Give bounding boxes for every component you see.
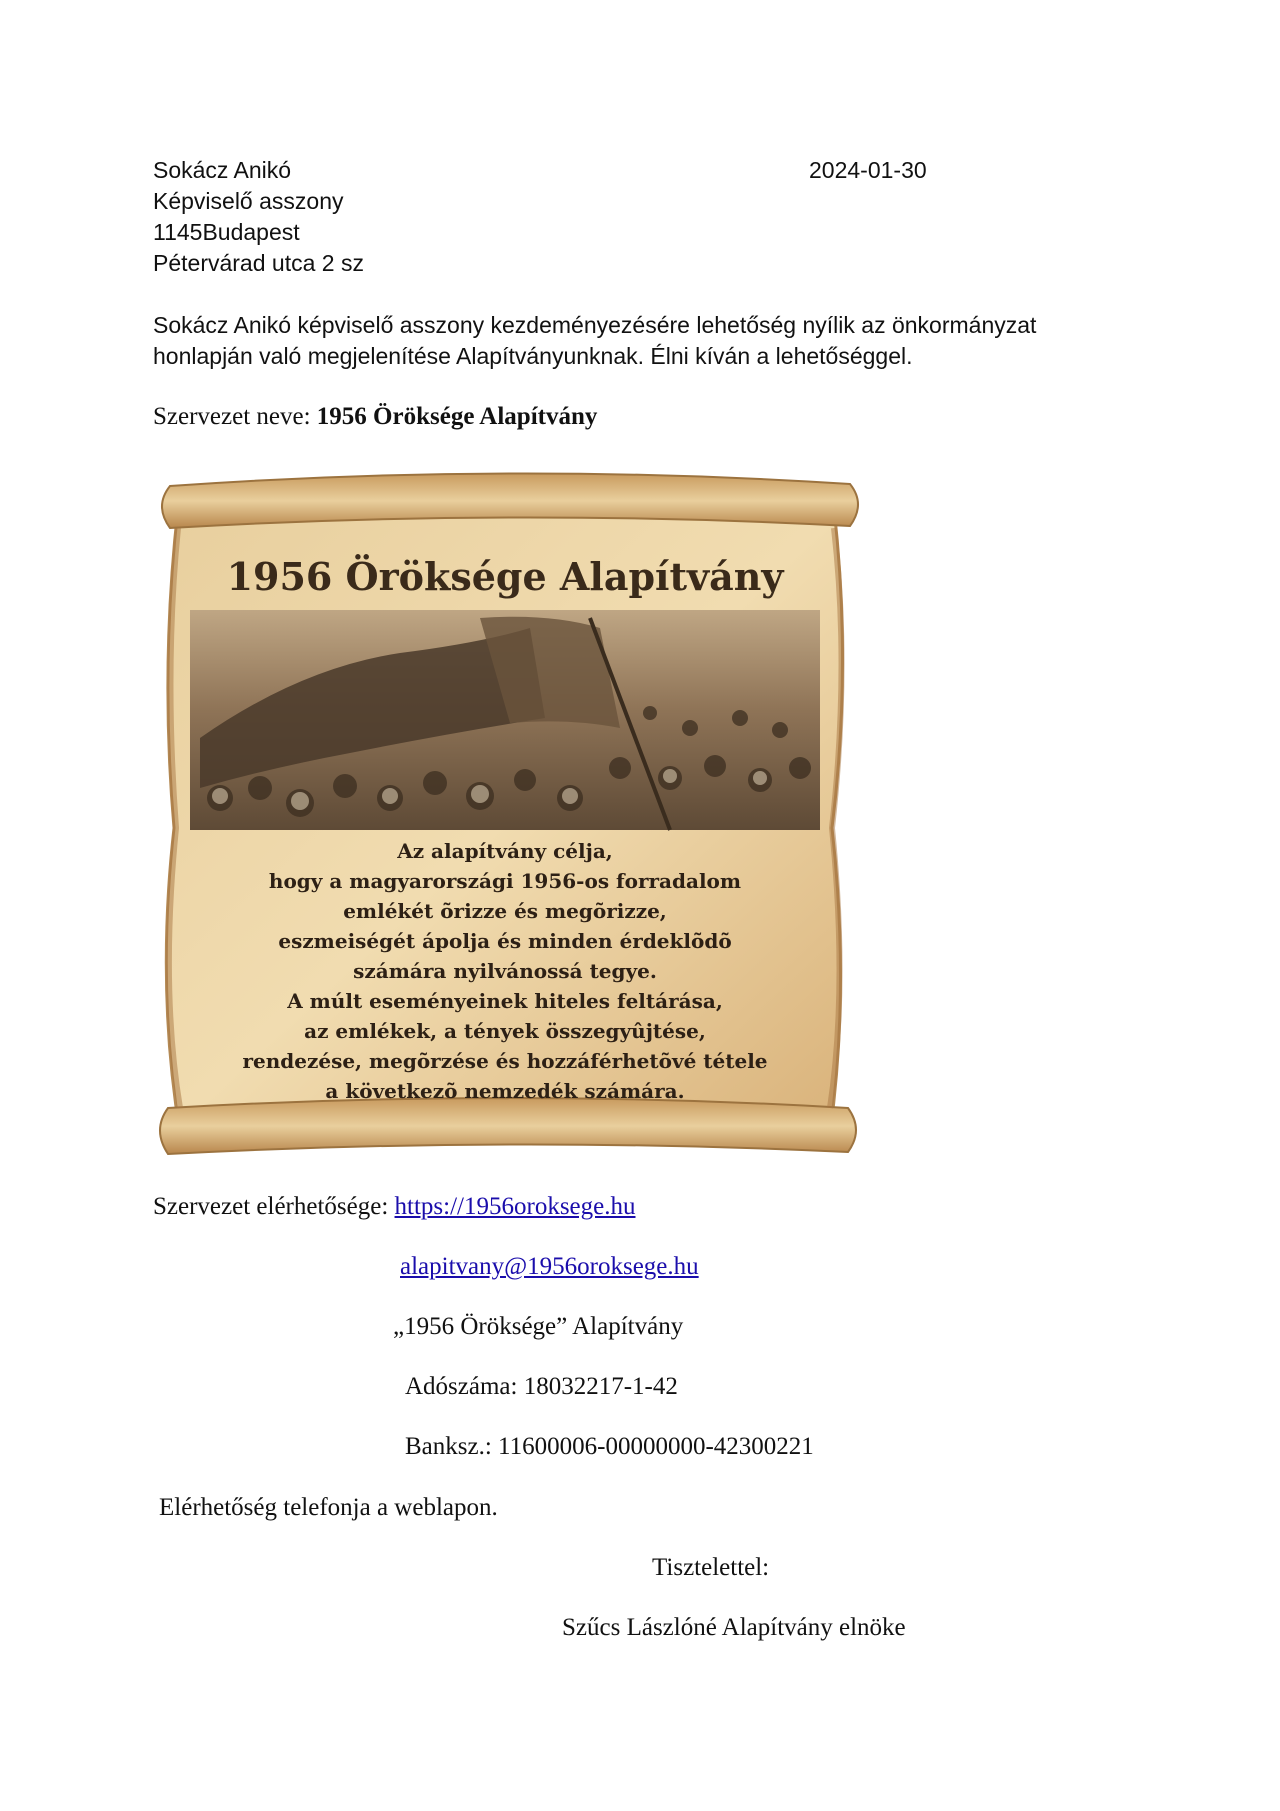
org-name-line — [153, 403, 597, 431]
org-name: 1956 Öröksége Alapítvány — [316, 403, 598, 430]
scroll-line-4: eszmeiségét ápolja és minden érdeklõdõ — [278, 929, 732, 953]
scroll-line-3: emlékét õrizze és megõrizze, — [343, 899, 667, 923]
email-link[interactable]: alapitvany@1956oroksege.hu — [400, 1253, 699, 1280]
sender-street: Pétervárad utca 2 sz — [153, 250, 364, 276]
scroll-line-5: számára nyilvánossá tegye. — [353, 959, 657, 983]
tax-number: Adószáma: 18032217-1-42 — [405, 1373, 678, 1400]
closing-greeting: Tisztelettel: — [652, 1554, 770, 1581]
org-name-label: Szervezet neve: — [153, 403, 317, 430]
phone-note: Elérhetőség telefonja a weblapon. — [159, 1494, 498, 1521]
email-line — [400, 1253, 699, 1281]
foundation-scroll-image — [150, 468, 860, 1158]
intro-paragraph — [153, 310, 1113, 372]
sender-title: Képviselő asszony — [153, 188, 344, 214]
scroll-line-6: A múlt eseményeinek hiteles feltárása, — [287, 989, 723, 1013]
scroll-line-1: Az alapítvány célja, — [397, 839, 613, 863]
contact-line — [153, 1193, 636, 1221]
scroll-line-7: az emlékek, a tények összegyûjtése, — [304, 1019, 706, 1043]
bank-account: Banksz.: 11600006-00000000-42300221 — [405, 1433, 814, 1460]
contact-label: Szervezet elérhetősége: — [153, 1193, 395, 1220]
signature: Szűcs Lászlóné Alapítvány elnöke — [562, 1614, 906, 1641]
intro-line-1: Sokácz Anikó képviselő asszony kezdeményezésére lehetőség nyílik az önkormányzat — [153, 312, 1037, 338]
sender-name: Sokácz Anikó — [153, 157, 292, 183]
letter-date: 2024-01-30 — [809, 157, 927, 183]
intro-line-2: honlapján való megjelenítése Alapítványunknak. Élni kíván a lehetőséggel. — [153, 343, 913, 369]
org-quoted-name: „1956 Öröksége” Alapítvány — [393, 1313, 684, 1340]
scroll-line-9: a következõ nemzedék számára. — [325, 1079, 685, 1103]
scroll-line-2: hogy a magyarországi 1956-os forradalom — [268, 869, 742, 893]
scroll-line-8: rendezése, megõrzése és hozzáférhetõvé tétele — [242, 1049, 768, 1073]
sender-city: 1145Budapest — [153, 219, 300, 245]
website-link[interactable]: https://1956oroksege.hu — [394, 1193, 636, 1220]
scroll-title: 1956 Öröksége Alapítvány — [226, 554, 784, 599]
sender-address — [153, 155, 364, 279]
